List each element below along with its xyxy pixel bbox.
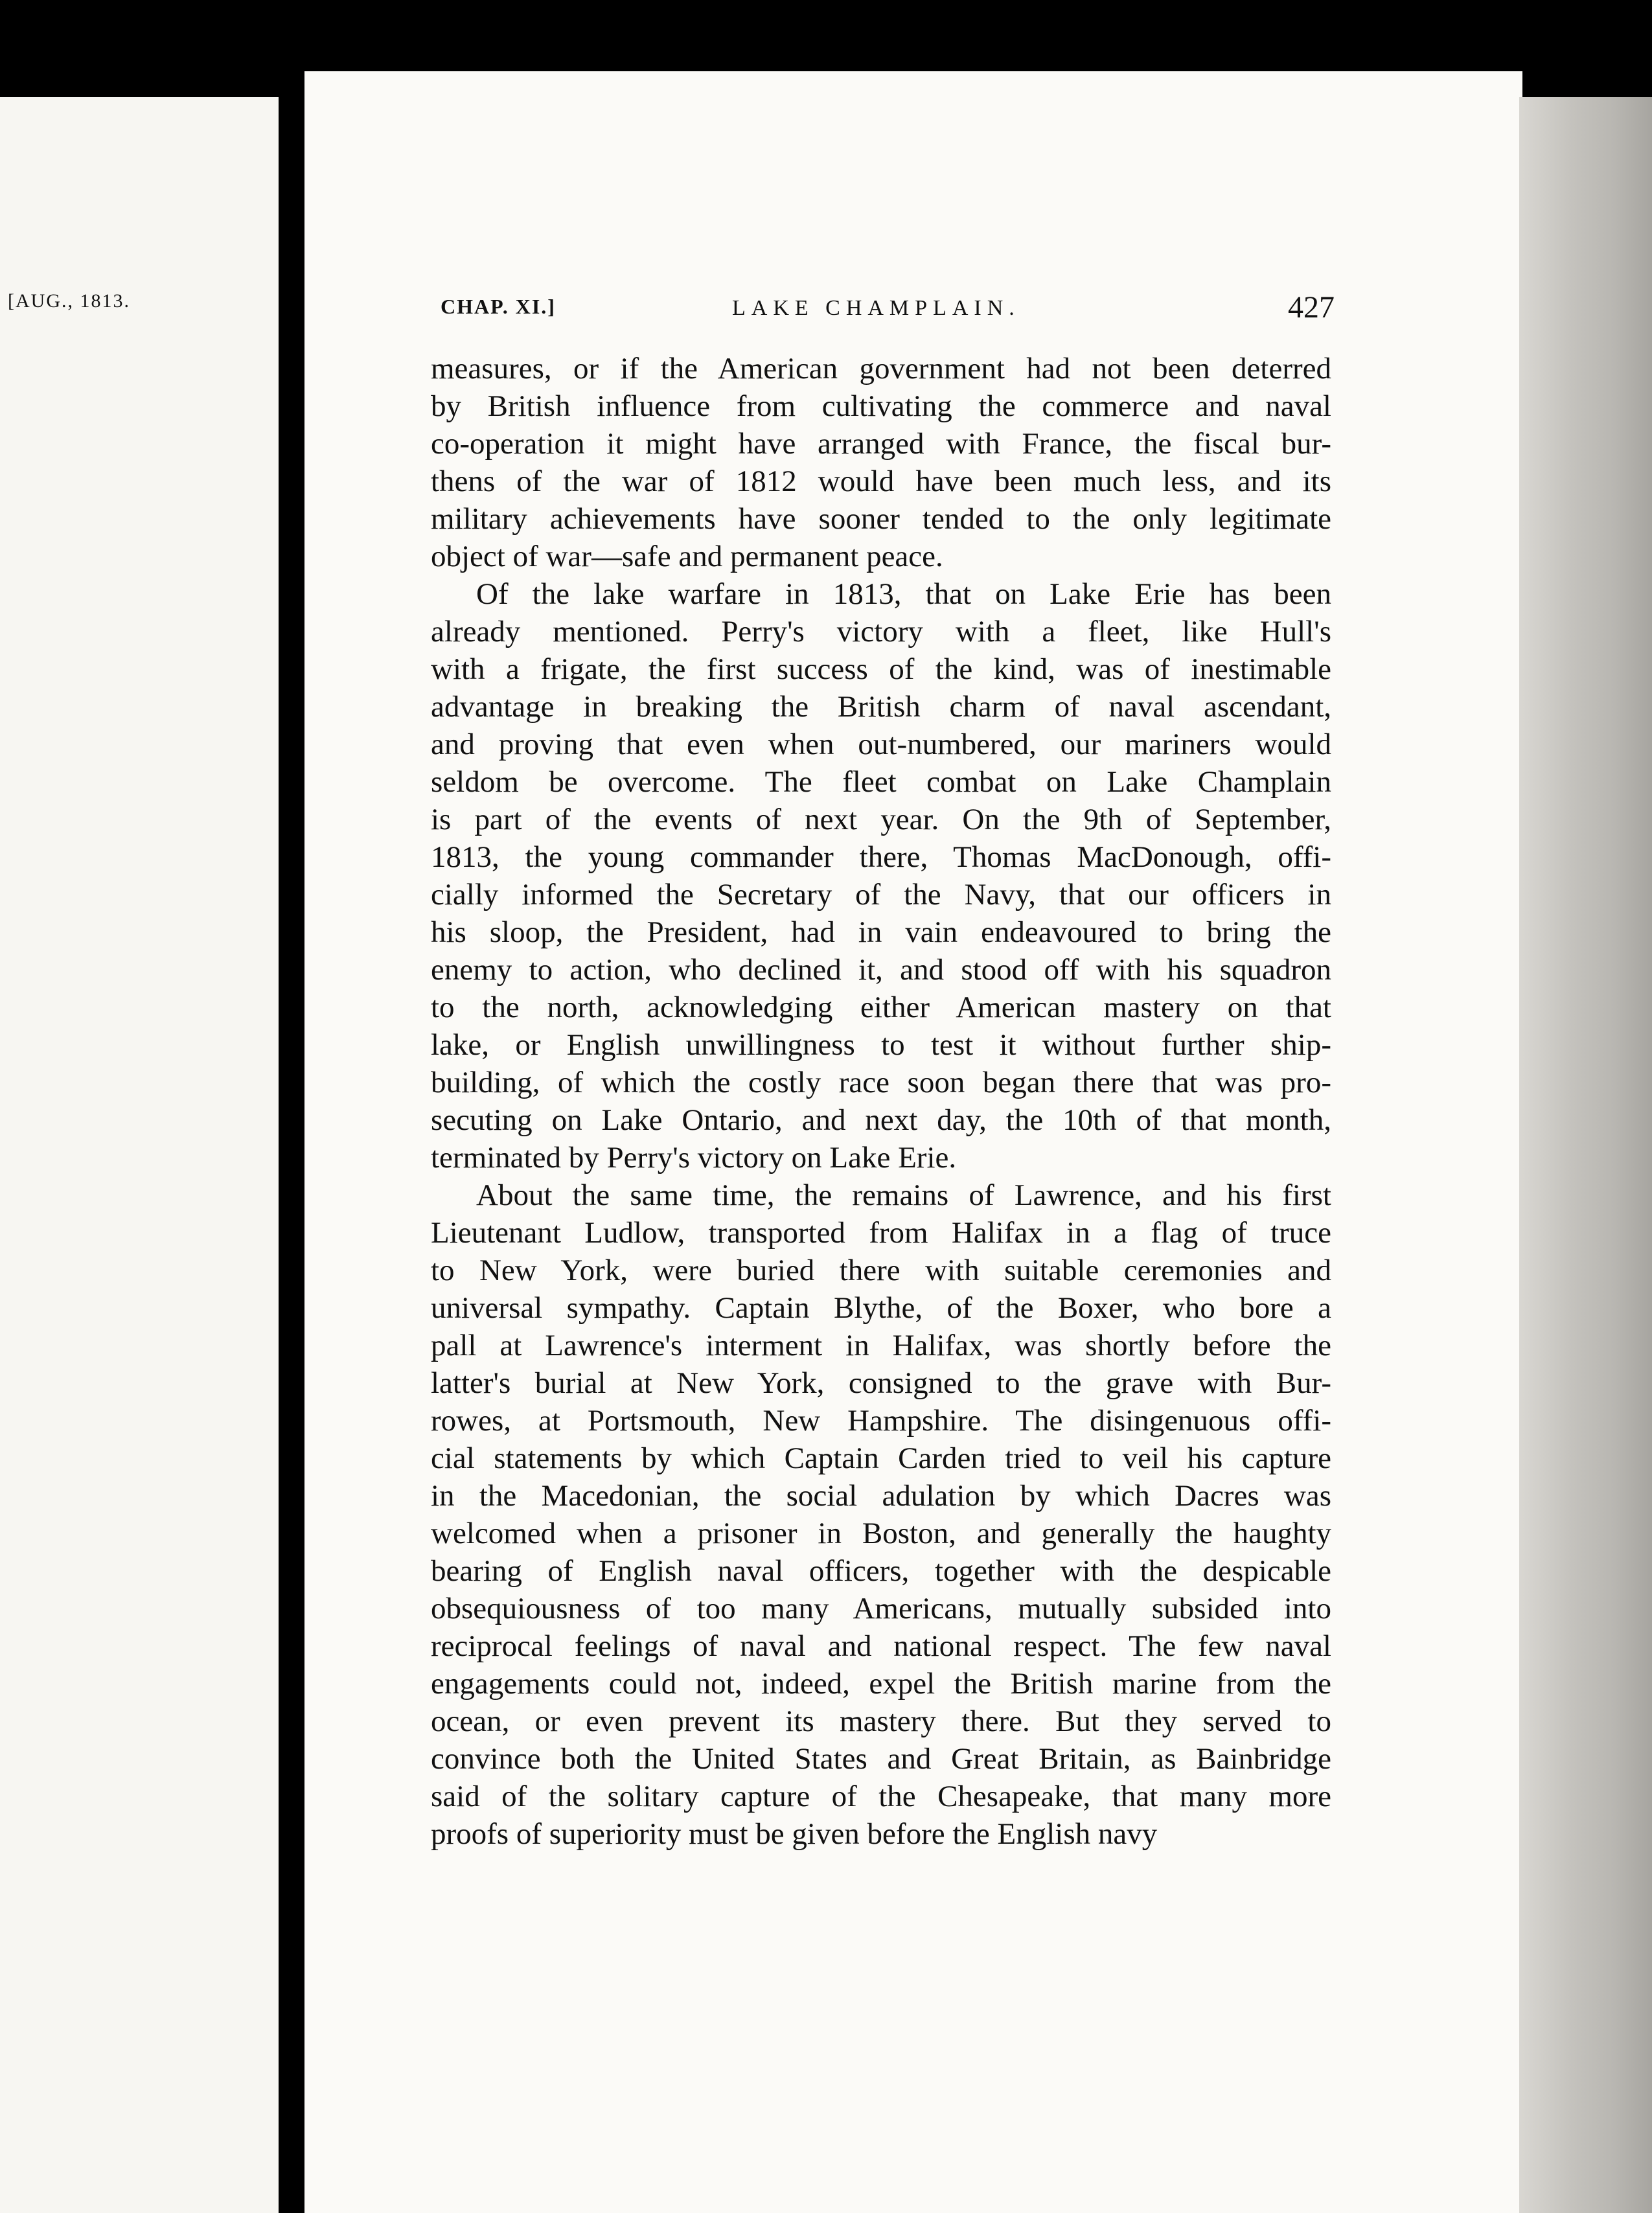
text-line: by British influence from cultivating the commerce and naval [431, 389, 1331, 423]
text-line: advantage in breaking the British charm of naval ascendant, [431, 690, 1331, 724]
text-line: building, of which the costly race soon began there that was pro- [431, 1066, 1331, 1099]
paragraph [431, 575, 1331, 1176]
text-line: said of the solitary capture of the Chesapeake, that many more [431, 1780, 1331, 1813]
text-line: his sloop, the President, had in vain endeavoured to bring the [431, 915, 1331, 949]
text-line: object of war—safe and permanent peace. [431, 540, 943, 573]
text-line: secuting on Lake Ontario, and next day, the 10th of that month, [431, 1103, 1331, 1137]
facing-page-header: [AUG., 1813. [8, 290, 130, 312]
chapter-label: CHAP. XI.] [441, 295, 556, 318]
text-line: in the Macedonian, the social adulation by which Dacres was [431, 1479, 1331, 1513]
text-line: Lieutenant Ludlow, transported from Halifax in a flag of truce [431, 1216, 1331, 1250]
text-line: enemy to action, who declined it, and stood off with his squadron [431, 953, 1331, 987]
text-line: convince both the United States and Great Britain, as Bainbridge [431, 1742, 1331, 1776]
chapter-title: LAKE CHAMPLAIN. [732, 296, 1020, 320]
text-line: and proving that even when out-numbered, our mariners would [431, 728, 1331, 761]
text-line: About the same time, the remains of Lawrence, and his first [476, 1178, 1331, 1212]
text-line: Of the lake warfare in 1813, that on Lake Erie has been [476, 577, 1331, 611]
text-line: engagements could not, indeed, expel the British marine from the [431, 1667, 1331, 1701]
text-line: obsequiousness of too many Americans, mutually subsided into [431, 1592, 1331, 1625]
text-line: rowes, at Portsmouth, New Hampshire. The disingenuous offi- [431, 1404, 1331, 1438]
text-line: seldom be overcome. The fleet combat on Lake Champlain [431, 765, 1331, 799]
text-line: 1813, the young commander there, Thomas MacDonough, offi- [431, 840, 1331, 874]
text-line: universal sympathy. Captain Blythe, of the Boxer, who bore a [431, 1291, 1331, 1325]
text-line: reciprocal feelings of naval and national respect. The few naval [431, 1629, 1331, 1663]
page-edge-stack [1519, 97, 1652, 2213]
text-line: is part of the events of next year. On the 9th of September, [431, 803, 1331, 836]
running-head [441, 290, 1335, 347]
text-line: bearing of English naval officers, together with the despicable [431, 1554, 1331, 1588]
text-line: with a frigate, the first success of the kind, was of inestimable [431, 652, 1331, 686]
text-line: to the north, acknowledging either American mastery on that [431, 991, 1331, 1024]
book-gutter [279, 91, 304, 2213]
body-text [431, 350, 1331, 1853]
text-line: lake, or English unwillingness to test it without further ship- [431, 1028, 1331, 1062]
text-line: already mentioned. Perry's victory with a fleet, like Hull's [431, 615, 1331, 648]
text-line: measures, or if the American government had not been deterred [431, 352, 1331, 385]
text-line: cially informed the Secretary of the Navy, that our officers in [431, 878, 1331, 912]
facing-page [0, 97, 279, 2213]
page-number: 427 [1288, 290, 1335, 325]
text-line: proofs of superiority must be given before the English navy [431, 1817, 1158, 1851]
text-line: thens of the war of 1812 would have been much less, and its [431, 464, 1331, 498]
text-line: ocean, or even prevent its mastery there. But they served to [431, 1704, 1331, 1738]
paragraph [431, 350, 1331, 575]
text-line: terminated by Perry's victory on Lake Erie. [431, 1141, 957, 1175]
text-line: co-operation it might have arranged with France, the fiscal bur- [431, 427, 1331, 461]
text-line: welcomed when a prisoner in Boston, and generally the haughty [431, 1517, 1331, 1550]
text-line: to New York, were buried there with suitable ceremonies and [431, 1254, 1331, 1287]
text-line: military achievements have sooner tended to the only legitimate [431, 502, 1331, 536]
paragraph [431, 1176, 1331, 1853]
text-line: pall at Lawrence's interment in Halifax, was shortly before the [431, 1329, 1331, 1362]
text-line: latter's burial at New York, consigned to the grave with Bur- [431, 1366, 1331, 1400]
text-line: cial statements by which Captain Carden tried to veil his capture [431, 1441, 1331, 1475]
